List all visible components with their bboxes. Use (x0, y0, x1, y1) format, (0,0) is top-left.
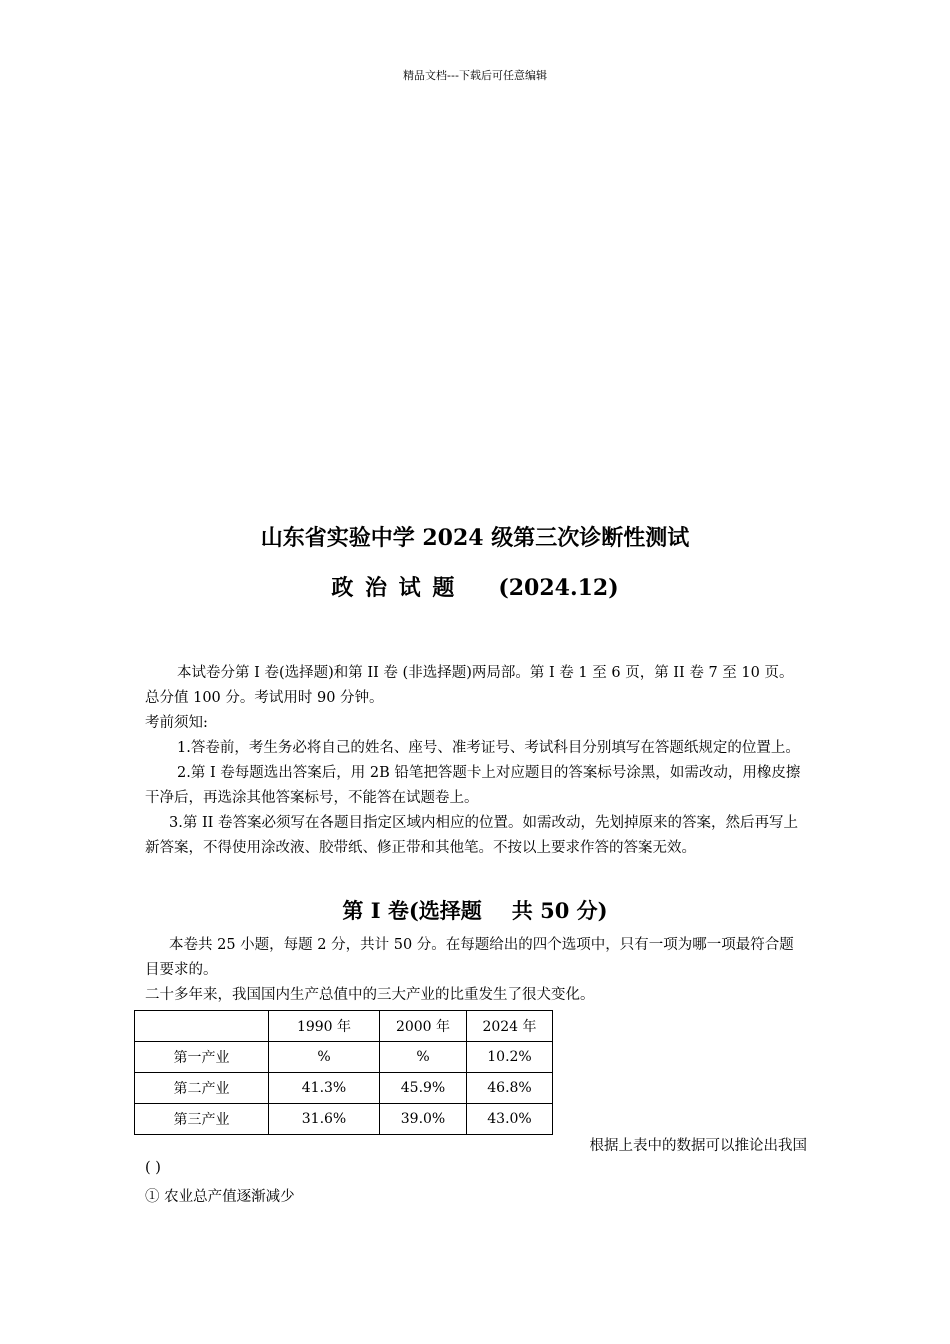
question-stem: 二十多年来，我国国内生产总值中的三大产业的比重发生了很犬变化。 (145, 987, 595, 1003)
table-cell: 第一产业 (135, 1042, 269, 1073)
exam-subtitle (0, 571, 950, 602)
exam-date: (2024.12) (498, 575, 619, 601)
table-row (135, 1042, 553, 1073)
table-row (135, 1104, 553, 1135)
answer-blank: ( ) (145, 1160, 161, 1176)
option-1: ① 农业总产值逐渐减少 (145, 1189, 295, 1205)
section-intro: 本卷共 25 小题，每题 2 分，共计 50 分。在每题给出的四个选项中，只有一项为哪一项最符合题目要求的。 (145, 937, 794, 978)
section-heading-right: 共 50 分) (511, 898, 608, 923)
section-heading-left: 第 I 卷(选择题 (342, 898, 482, 923)
table-cell: 46.8% (467, 1073, 553, 1104)
notice-item-3: 3.第 II 卷答案必须写在各题目指定区域内相应的位置。如需改动，先划掉原来的答案，然后再写上新答案，不得使用涂改液、胶带纸、修正带和其他笔。不按以上要求作答的答案无效。 (145, 815, 799, 856)
table-cell: 39.0% (380, 1104, 467, 1135)
question-continuation: 根据上表中的数据可以推论出我国 (589, 1138, 807, 1154)
table-header-cell: 2024 年 (467, 1011, 553, 1042)
table-header-cell (135, 1011, 269, 1042)
section-body (145, 933, 807, 1008)
industry-share-table (134, 1010, 553, 1135)
table-cell: 45.9% (380, 1073, 467, 1104)
table-cell: 43.0% (467, 1104, 553, 1135)
table-cell: % (269, 1042, 380, 1073)
intro-paragraph: 本试卷分第 I 卷(选择题)和第 II 卷 (非选择题)两局部。第 I 卷 1 至 6 页，第 II 卷 7 至 10 页。总分值 100 分。考试用时 90 分钟。 (145, 665, 794, 706)
instructions (145, 661, 807, 861)
notice-item-1: 1.答卷前，考生务必将自己的姓名、座号、准考证号、考试科目分别填写在答题纸规定的位置上。 (177, 740, 800, 756)
table-row (135, 1073, 553, 1104)
table-cell: 31.6% (269, 1104, 380, 1135)
table-cell: 第三产业 (135, 1104, 269, 1135)
table-header-cell: 2000 年 (380, 1011, 467, 1042)
table-cell: 10.2% (467, 1042, 553, 1073)
table-header-row (135, 1011, 553, 1042)
page-header: 精品文档---下载后可任意编辑 (403, 69, 547, 82)
table-cell: % (380, 1042, 467, 1073)
table-header-cell: 1990 年 (269, 1011, 380, 1042)
subject-title: 政 治 试 题 (331, 575, 455, 601)
exam-title: 山东省实验中学 2024 级第三次诊断性测试 (260, 525, 690, 551)
section-heading (0, 895, 950, 925)
notice-label: 考前须知: (145, 715, 208, 731)
table-cell: 41.3% (269, 1073, 380, 1104)
table-cell: 第二产业 (135, 1073, 269, 1104)
notice-item-2: 2.第 I 卷每题选出答案后，用 2B 铅笔把答题卡上对应题目的答案标号涂黑，如需改动，用橡皮擦干净后，再选涂其他答案标号，不能答在试题卷上。 (145, 765, 801, 806)
